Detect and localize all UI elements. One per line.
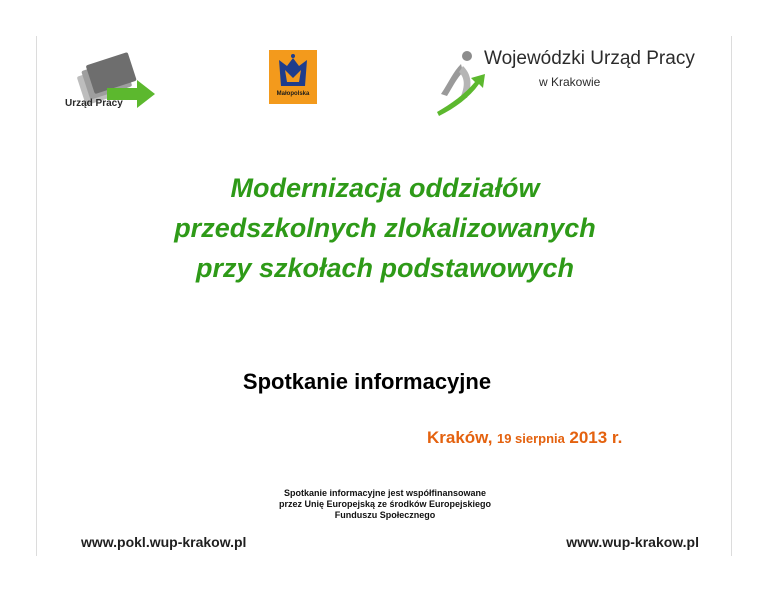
slide — [36, 36, 732, 556]
footer-url-left[interactable]: www.pokl.wup-krakow.pl — [81, 534, 247, 550]
malopolska-label: Małopolska — [276, 91, 310, 97]
main-title-line-1: Modernizacja oddziałów — [230, 173, 540, 203]
urzad-pracy-label: Urząd Pracy — [65, 98, 123, 109]
footer-url-right[interactable]: www.wup-krakow.pl — [566, 534, 699, 550]
cofinancing-line-1: Spotkanie informacyjne jest współfinansowane — [283, 488, 487, 498]
meeting-subtitle: Spotkanie informacyjne — [242, 369, 492, 394]
wup-title: Wojewódzki Urząd Pracy — [484, 48, 695, 69]
main-title-line-2: przedszkolnych zlokalizowanych — [174, 213, 596, 243]
cofinancing-line-2: przez Unię Europejską ze środków Europejskiego — [278, 499, 492, 509]
cofinancing-line-3: Funduszu Społecznego — [334, 510, 436, 520]
date-line — [427, 428, 622, 448]
date-year: 2013 r. — [569, 428, 623, 447]
cofinancing-note — [37, 488, 733, 521]
wup-logo — [431, 48, 491, 118]
wup-subtitle: w Krakowie — [539, 75, 601, 89]
urzad-pracy-logo — [67, 50, 157, 122]
date-city: Kraków, — [427, 428, 493, 447]
date-day-month: 19 sierpnia — [496, 431, 565, 446]
main-title — [37, 168, 733, 288]
main-title-line-3: przy szkołach podstawowych — [195, 253, 575, 283]
